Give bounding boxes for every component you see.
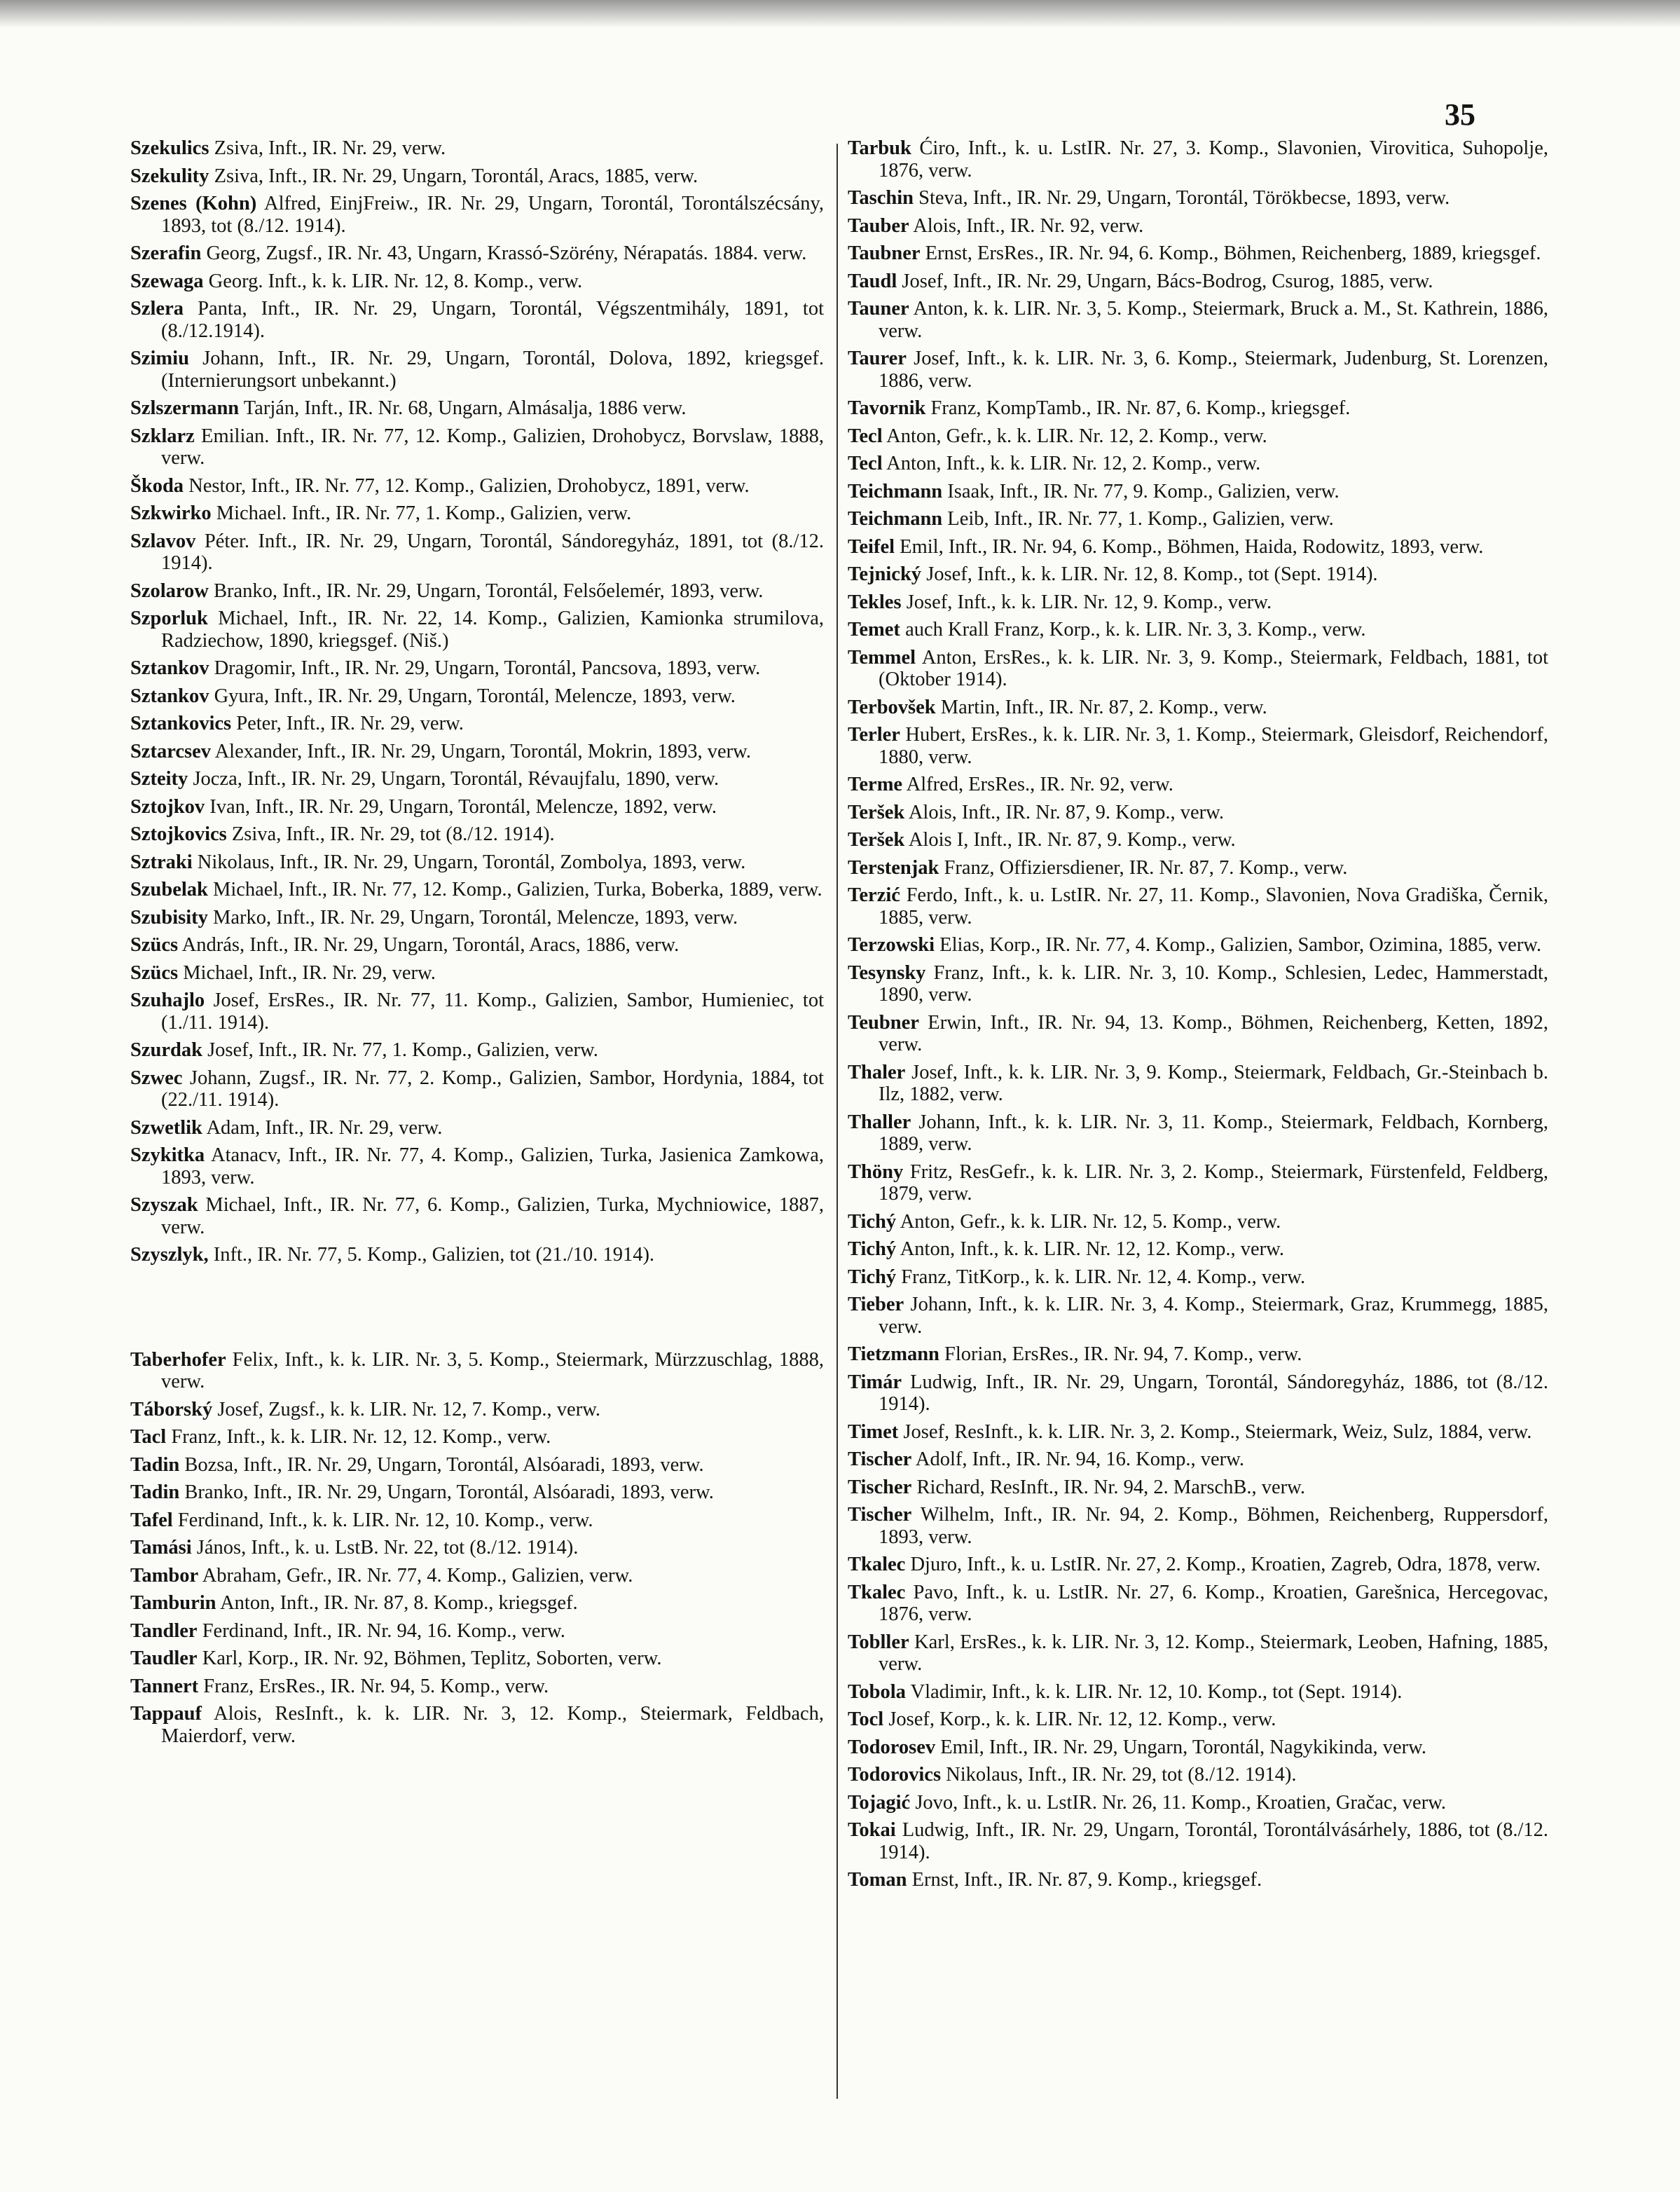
entry-details: Josef, Inft., k. k. LIR. Nr. 3, 6. Komp., Steiermark, Judenburg, St. Lorenzen, 1886, verw. [879,348,1548,392]
entry-details: Peter, Inft., IR. Nr. 29, verw. [231,713,464,734]
section-gap [130,1272,824,1349]
entry-details: Hubert, ErsRes., k. k. LIR. Nr. 3, 1. Komp., Steiermark, Gleisdorf, Reichendorf, 1880, verw. [879,724,1548,768]
register-entry [848,884,1548,929]
entry-surname: Szlera [130,298,184,320]
register-entry [130,580,824,603]
register-entry [130,1067,824,1111]
register-entry [848,1792,1548,1814]
entry-surname: Tischer [848,1448,912,1470]
t-entries [130,1349,824,1748]
entry-details: Zsiva, Inft., IR. Nr. 29, verw. [209,137,446,159]
entry-surname: Terzić [848,884,900,906]
entry-details: Johann, Inft., IR. Nr. 29, Ungarn, Torontál, Dolova, 1892, kriegsgef. (Internierungsort unbekannt.) [161,348,824,392]
entry-details: Franz, Offiziersdiener, IR. Nr. 87, 7. Komp., verw. [939,856,1348,879]
register-entry [130,1194,824,1238]
entry-details: Anton, Gefr., k. k. LIR. Nr. 12, 2. Komp., verw. [882,425,1267,447]
entry-details: Josef, Inft., k. k. LIR. Nr. 12, 9. Komp., verw. [901,591,1272,613]
entry-details: Alois I, Inft., IR. Nr. 87, 9. Komp., verw. [904,829,1236,851]
register-entry [130,1454,824,1477]
entry-details: Nikolaus, Inft., IR. Nr. 29, Ungarn, Torontál, Zombolya, 1893, verw. [192,851,746,873]
entry-details: Bozsa, Inft., IR. Nr. 29, Ungarn, Torontál, Alsóaradi, 1893, verw. [179,1453,704,1476]
register-entry [130,1481,824,1504]
entry-details: Karl, Korp., IR. Nr. 92, Böhmen, Teplitz, Soborten, verw. [197,1648,662,1669]
entry-details: Franz, TitKorp., k. k. LIR. Nr. 12, 4. Komp., verw. [896,1266,1306,1288]
entry-details: Anton, k. k. LIR. Nr. 3, 5. Komp., Steiermark, Bruck a. M., St. Kathrein, 1886, verw. [879,298,1548,342]
entry-details: Leib, Inft., IR. Nr. 77, 1. Komp., Galizien, verw. [942,508,1334,530]
register-entry [130,1620,824,1643]
entry-surname: Szklarz [130,425,195,447]
entry-details: Josef, Inft., IR. Nr. 77, 1. Komp., Galizien, verw. [202,1039,598,1061]
entry-surname: Terler [848,724,900,746]
register-entry [130,137,824,160]
register-entry [848,1012,1548,1056]
entry-surname: Toman [848,1869,907,1891]
page-number: 35 [1445,97,1475,132]
entry-surname: Taurer [848,348,907,369]
register-entry [130,298,824,342]
entry-surname: Tejnický [848,563,922,585]
entry-surname: Szücs [130,934,179,956]
entry-surname: Taudl [848,270,897,292]
entry-details: Emil, Inft., IR. Nr. 29, Ungarn, Torontál, Nagykikinda, verw. [935,1736,1427,1758]
entry-details: Ludwig, Inft., IR. Nr. 29, Ungarn, Torontál, Torontálvásárhely, 1886, tot (8./12. 1914). [879,1819,1548,1863]
register-entry [848,215,1548,238]
entry-surname: Sztojkovics [130,823,227,845]
register-entry [848,536,1548,559]
entry-details: Abraham, Gefr., IR. Nr. 77, 4. Komp., Galizien, verw. [198,1564,633,1587]
register-entry [848,1238,1548,1261]
register-entry [130,1399,824,1421]
entry-surname: Tojagić [848,1791,911,1814]
entry-surname: Tischer [848,1504,912,1526]
entry-surname: Tauner [848,298,909,320]
entry-details: Anton, Gefr., k. k. LIR. Nr. 12, 5. Komp., verw. [896,1210,1281,1233]
entry-details: Florian, ErsRes., IR. Nr. 94, 7. Komp., verw. [939,1343,1302,1365]
register-entry [130,348,824,392]
entry-surname: Szlavov [130,530,196,552]
entry-details: Alois, Inft., IR. Nr. 87, 9. Komp., verw. [904,801,1225,823]
entry-details: Fritz, ResGefr., k. k. LIR. Nr. 3, 2. Komp., Steiermark, Fürstenfeld, Feldberg, 1879, verw. [879,1160,1548,1205]
entry-surname: Szurdak [130,1039,202,1061]
entry-details: Josef, Inft., k. k. LIR. Nr. 3, 9. Komp., Steiermark, Feldbach, Gr.-Steinbach b. Ilz, 1882, verw. [879,1061,1548,1105]
entry-surname: Tandler [130,1619,198,1642]
entry-surname: Taubner [848,242,921,264]
register-entry [130,475,824,498]
entry-surname: Szubelak [130,879,208,900]
entry-surname: Szyszak [130,1194,198,1216]
entry-details: Péter. Inft., IR. Nr. 29, Ungarn, Torontál, Sándoregyház, 1891, tot (8./12. 1914). [161,530,824,574]
entry-surname: Timet [848,1420,899,1443]
register-entry [130,1676,824,1698]
entry-surname: Timár [848,1371,902,1393]
entry-surname: Tkalec [848,1581,906,1603]
entry-details: Franz, Inft., k. k. LIR. Nr. 3, 10. Komp., Schlesien, Ledec, Hammerstadt, 1890, verw. [879,961,1548,1006]
register-entry [848,1062,1548,1106]
entry-details: Alois, ResInft., k. k. LIR. Nr. 3, 12. Komp., Steiermark, Feldbach, Maierdorf, verw. [161,1703,824,1747]
entry-surname: Tkalec [848,1554,906,1575]
register-entry [130,270,824,293]
scan-top-edge [0,0,1680,28]
register-entry [848,397,1548,420]
register-entry [130,823,824,846]
entry-details: Michael, Inft., IR. Nr. 29, verw. [178,961,436,984]
entry-surname: Szporluk [130,608,208,629]
entry-details: Erwin, Inft., IR. Nr. 94, 13. Komp., Böhmen, Reichenberg, Ketten, 1892, verw. [879,1011,1548,1055]
entry-details: Panta, Inft., IR. Nr. 29, Ungarn, Torontál, Végszentmihály, 1891, tot (8./12.1914). [161,298,824,342]
register-entry [130,1648,824,1670]
register-entry [130,502,824,525]
register-entry [848,1421,1548,1444]
s-entries [130,137,824,1266]
entry-details: Johann, Inft., k. k. LIR. Nr. 3, 4. Komp., Steiermark, Graz, Krummegg, 1885, verw. [879,1294,1548,1338]
register-entry [848,425,1548,448]
register-entry [130,907,824,929]
entry-surname: Tokai [848,1819,896,1841]
entry-details: Johann, Inft., k. k. LIR. Nr. 3, 11. Komp., Steiermark, Feldbach, Kornberg, 1889, verw. [879,1111,1548,1155]
entry-surname: Szekulics [130,137,209,159]
entry-details: Alfred, ErsRes., IR. Nr. 92, verw. [902,774,1173,795]
register-entry [848,1582,1548,1626]
entry-surname: Szyszlyk, [130,1244,209,1266]
entry-surname: Szlszermann [130,397,240,419]
register-entry [848,270,1548,293]
entry-details: János, Inft., k. u. LstB. Nr. 22, tot (8./12. 1914). [191,1537,579,1559]
entry-surname: Szubisity [130,906,208,929]
entry-surname: Teršek [848,801,905,823]
entry-details: Ernst, Inft., IR. Nr. 87, 9. Komp., kriegsgef. [907,1869,1262,1891]
entry-surname: Todorosev [848,1736,936,1758]
register-entry [130,1565,824,1587]
register-entry [848,187,1548,210]
register-entry [130,1039,824,1062]
register-entry [130,193,824,237]
entry-details: Isaak, Inft., IR. Nr. 77, 9. Komp., Galizien, verw. [942,480,1340,502]
entry-details: Branko, Inft., IR. Nr. 29, Ungarn, Torontál, Alsóaradi, 1893, verw. [179,1481,714,1503]
register-entry [130,934,824,957]
entry-details: Elias, Korp., IR. Nr. 77, 4. Komp., Galizien, Sambor, Ozimina, 1885, verw. [935,934,1542,956]
entry-surname: Szimiu [130,348,189,369]
right-column [848,137,1548,1897]
register-entry [848,137,1548,181]
left-column [130,137,824,1753]
entry-surname: Tietzmann [848,1343,939,1365]
entry-details: Atanacv, Inft., IR. Nr. 77, 4. Komp., Galizien, Turka, Jasienica Zamkowa, 1893, verw. [161,1144,824,1189]
entry-surname: Szewaga [130,270,204,292]
entry-details: Anton, Inft., IR. Nr. 87, 8. Komp., kriegsgef. [216,1592,578,1614]
entry-surname: Sztankov [130,685,209,707]
entry-surname: Tecl [848,425,883,447]
entry-details: Branko, Inft., IR. Nr. 29, Ungarn, Torontál, Felsőelemér, 1893, verw. [208,580,764,602]
entry-surname: Tichý [848,1238,897,1260]
register-entry [848,1631,1548,1676]
entry-surname: Tesynsky [848,961,926,984]
entry-surname: Tauber [848,214,909,237]
register-entry [848,619,1548,641]
entry-details: Franz, Inft., k. k. LIR. Nr. 12, 12. Komp., verw. [166,1426,551,1448]
entry-surname: Terstenjak [848,856,939,879]
entry-surname: Tacl [130,1426,167,1448]
register-entry [130,962,824,985]
entry-details: Josef, ResInft., k. k. LIR. Nr. 3, 2. Komp., Steiermark, Weiz, Sulz, 1884, verw. [898,1420,1532,1443]
entry-details: Josef, Korp., k. k. LIR. Nr. 12, 12. Komp., verw. [883,1708,1276,1730]
entry-details: Georg. Inft., k. k. LIR. Nr. 12, 8. Komp., verw. [203,270,583,292]
entry-surname: Tavornik [848,397,926,419]
entry-surname: Szolarow [130,580,209,602]
entry-details: Marko, Inft., IR. Nr. 29, Ungarn, Torontál, Melencze, 1893, verw. [207,906,738,929]
entry-details: Nikolaus, Inft., IR. Nr. 29, tot (8./12. 1914). [941,1764,1297,1786]
entry-details: András, Inft., IR. Nr. 29, Ungarn, Torontál, Aracs, 1886, verw. [178,934,680,956]
register-entry [848,774,1548,796]
register-entry [130,1144,824,1189]
entry-details: Ferdo, Inft., k. u. LstIR. Nr. 27, 11. Komp., Slavonien, Nova Gradiška, Černik, 1885, verw. [879,884,1548,929]
register-entry [130,1537,824,1559]
entry-details: Jovo, Inft., k. u. LstIR. Nr. 26, 11. Komp., Kroatien, Gračac, verw. [910,1791,1447,1814]
register-entry [848,697,1548,719]
entry-details: Alfred, EinjFreiw., IR. Nr. 29, Ungarn, Torontál, Torontálszécsány, 1893, tot (8./12. 1914). [161,193,825,237]
entry-surname: Škoda [130,474,184,497]
entry-surname: Teichmann [848,480,943,502]
entry-details: Gyura, Inft., IR. Nr. 29, Ungarn, Torontál, Melencze, 1893, verw. [209,685,736,707]
register-entry [130,530,824,575]
entry-details: Ferdinand, Inft., k. k. LIR. Nr. 12, 10. Komp., verw. [172,1509,593,1531]
entry-surname: Szekulity [130,165,209,187]
entry-surname: Tadin [130,1453,180,1476]
entry-surname: Temmel [848,646,916,669]
entry-details: Djuro, Inft., k. u. LstIR. Nr. 27, 2. Komp., Kroatien, Zagreb, Odra, 1878, verw. [905,1554,1541,1575]
register-entry [848,1681,1548,1704]
entry-surname: Szerafin [130,242,202,264]
entry-surname: Terbovšek [848,696,936,718]
register-entry [848,1504,1548,1548]
entry-details: Franz, ErsRes., IR. Nr. 94, 5. Komp., verw. [198,1675,549,1697]
register-entry [130,1349,824,1393]
entry-details: Steva, Inft., IR. Nr. 29, Ungarn, Torontál, Törökbecse, 1893, verw. [914,187,1450,209]
register-entry [130,879,824,901]
entry-details: Adam, Inft., IR. Nr. 29, verw. [202,1116,443,1139]
entry-details: Tarján, Inft., IR. Nr. 68, Ungarn, Almásalja, 1886 verw. [239,397,687,419]
entry-details: Zsiva, Inft., IR. Nr. 29, tot (8./12. 1914). [226,823,555,845]
entry-details: Alois, Inft., IR. Nr. 92, verw. [909,214,1144,237]
register-entry [130,1117,824,1139]
entry-details: Zsiva, Inft., IR. Nr. 29, Ungarn, Torontál, Aracs, 1885, verw. [209,165,698,187]
entry-surname: Teršek [848,829,905,851]
register-entry [848,934,1548,957]
entry-details: Josef, Zugsf., k. k. LIR. Nr. 12, 7. Komp., verw. [212,1398,601,1420]
register-entry [130,741,824,763]
entry-surname: Terzowski [848,934,935,956]
entry-details: Nestor, Inft., IR. Nr. 77, 12. Komp., Galizien, Drohobycz, 1891, verw. [184,474,750,497]
register-entry [130,608,824,652]
entry-surname: Szücs [130,961,179,984]
entry-surname: Sztraki [130,851,193,873]
register-entry [848,1343,1548,1366]
register-entry [848,508,1548,530]
entry-details: Anton, ErsRes., k. k. LIR. Nr. 3, 9. Komp., Steiermark, Feldbach, 1881, tot (Oktober 1914). [879,646,1548,690]
entry-details: Ernst, ErsRes., IR. Nr. 94, 6. Komp., Böhmen, Reichenberg, 1889, kriegsgef. [920,242,1541,264]
entry-surname: Terme [848,774,903,795]
entry-details: Inft., IR. Nr. 77, 5. Komp., Galizien, tot (21./10. 1914). [208,1244,655,1266]
entry-details: Richard, ResInft., IR. Nr. 94, 2. MarschB., verw. [911,1476,1306,1498]
register-entry [130,1592,824,1615]
register-entry [848,348,1548,392]
entry-surname: Tarbuk [848,137,911,159]
entry-details: Josef, Inft., k. k. LIR. Nr. 12, 8. Komp., tot (Sept. 1914). [921,563,1378,585]
entry-surname: Táborský [130,1398,213,1420]
entry-surname: Szwetlik [130,1116,202,1139]
entry-surname: Teichmann [848,508,943,530]
register-entry [130,1426,824,1448]
register-entry [130,397,824,420]
entry-surname: Taudler [130,1648,198,1669]
entry-surname: Taschin [848,187,914,209]
entry-details: Alexander, Inft., IR. Nr. 29, Ungarn, Torontál, Mokrin, 1893, verw. [211,740,752,762]
entry-surname: Tambor [130,1564,199,1587]
entry-details: Ferdinand, Inft., IR. Nr. 94, 16. Komp., verw. [197,1619,565,1642]
entry-surname: Szwec [130,1067,183,1089]
entry-details: Anton, Inft., k. k. LIR. Nr. 12, 12. Komp., verw. [896,1238,1285,1260]
entry-details: Karl, ErsRes., k. k. LIR. Nr. 3, 12. Komp., Steiermark, Leoben, Hafning, 1885, verw. [879,1631,1548,1675]
entry-details: Vladimir, Inft., k. k. LIR. Nr. 12, 10. Komp., tot (Sept. 1914). [905,1680,1403,1703]
entry-details: Michael, Inft., IR. Nr. 22, 14. Komp., Galizien, Kamionka strumilova, Radziechow, 1890, kriegsgef. (Niš.) [161,608,824,652]
entry-surname: Szteity [130,768,188,790]
register-entry [848,1737,1548,1759]
entry-surname: Tafel [130,1509,173,1531]
register-entry [848,1211,1548,1233]
entry-details: Pavo, Inft., k. u. LstIR. Nr. 27, 6. Komp., Kroatien, Garešnica, Hercegovac, 1876, verw. [879,1581,1548,1625]
register-entry [848,1708,1548,1731]
entry-surname: Szenes (Kohn) [130,193,257,214]
entry-surname: Thaler [848,1061,906,1083]
entry-details: Wilhelm, Inft., IR. Nr. 94, 2. Komp., Böhmen, Reichenberg, Ruppersdorf, 1893, verw. [879,1504,1548,1548]
entry-surname: Tappauf [130,1703,202,1725]
entry-surname: Tocl [848,1708,884,1730]
register-entry [130,989,824,1034]
entry-surname: Tischer [848,1476,912,1498]
register-entry [130,713,824,735]
register-entry [130,242,824,265]
entry-details: Michael. Inft., IR. Nr. 77, 1. Komp., Galizien, verw. [211,502,632,524]
entry-surname: Tieber [848,1294,904,1315]
entry-surname: Szuhajlo [130,989,205,1011]
entry-surname: Tannert [130,1675,199,1697]
register-entry [848,298,1548,342]
register-entry [848,724,1548,768]
entry-details: Josef, Inft., IR. Nr. 29, Ungarn, Bács-Bodrog, Csurog, 1885, verw. [897,270,1433,292]
register-entry [848,563,1548,586]
entry-details: Georg, Zugsf., IR. Nr. 43, Ungarn, Krassó-Szörény, Nérapatás. 1884. verw. [201,242,807,264]
entry-surname: Tichý [848,1266,897,1288]
entry-surname: Tichý [848,1210,897,1233]
entry-details: Johann, Zugsf., IR. Nr. 77, 2. Komp., Galizien, Sambor, Hordynia, 1884, tot (22./11. 1914). [161,1067,824,1111]
register-entry [848,1111,1548,1156]
entry-surname: Sztankovics [130,713,232,734]
entry-surname: Tadin [130,1481,180,1503]
entry-surname: Thaller [848,1111,911,1133]
register-entry [130,657,824,680]
register-entry [848,802,1548,824]
register-entry [848,453,1548,475]
entry-surname: Thöny [848,1160,904,1183]
register-entry [848,1869,1548,1891]
entry-surname: Szkwirko [130,502,212,524]
entry-details: Emilian. Inft., IR. Nr. 77, 12. Komp., Galizien, Drohobycz, Borvslaw, 1888, verw. [161,425,824,469]
register-entry [848,242,1548,265]
entry-surname: Sztojkov [130,795,205,818]
entry-details: Adolf, Inft., IR. Nr. 94, 16. Komp., verw. [911,1448,1245,1470]
t-entries-right [848,137,1548,1891]
entry-details: Ćiro, Inft., k. u. LstIR. Nr. 27, 3. Komp., Slavonien, Virovitica, Suhopolje, 1876, verw. [879,137,1548,181]
register-entry [848,1161,1548,1205]
entry-surname: Tekles [848,591,902,613]
entry-surname: Szykitka [130,1144,205,1166]
register-entry [130,796,824,818]
register-entry [130,851,824,874]
register-entry [848,1371,1548,1416]
entry-details: Michael, Inft., IR. Nr. 77, 6. Komp., Galizien, Turka, Mychniowice, 1887, verw. [161,1194,824,1238]
entry-details: Dragomir, Inft., IR. Nr. 29, Ungarn, Torontál, Pancsova, 1893, verw. [209,657,761,679]
entry-surname: Todorovics [848,1764,942,1786]
register-entry [848,1477,1548,1499]
register-entry [848,962,1548,1006]
entry-surname: Tecl [848,453,883,474]
register-entry [130,1244,824,1266]
register-entry [130,1509,824,1532]
register-entry [130,768,824,790]
entry-surname: Teifel [848,535,895,558]
entry-surname: Teubner [848,1011,919,1034]
entry-details: auch Krall Franz, Korp., k. k. LIR. Nr. 3, 3. Komp., verw. [900,619,1366,641]
entry-surname: Tobola [848,1680,906,1703]
entry-surname: Taberhofer [130,1348,226,1371]
register-entry [848,481,1548,503]
register-entry [130,685,824,708]
entry-details: Martin, Inft., IR. Nr. 87, 2. Komp., verw. [935,696,1267,718]
register-entry [848,1764,1548,1786]
entry-surname: Tobller [848,1631,909,1653]
register-entry [130,165,824,188]
register-entry [848,829,1548,851]
register-entry [848,647,1548,691]
register-entry [848,1266,1548,1289]
entry-details: Ludwig, Inft., IR. Nr. 29, Ungarn, Torontál, Sándoregyház, 1886, tot (8./12. 1914). [879,1371,1548,1415]
register-entry [848,1819,1548,1863]
register-entry [848,857,1548,879]
entry-surname: Tamási [130,1537,192,1559]
register-entry [848,1294,1548,1338]
entry-surname: Temet [848,619,900,641]
entry-details: Emil, Inft., IR. Nr. 94, 6. Komp., Böhmen, Haida, Rodowitz, 1893, verw. [895,535,1484,558]
entry-surname: Sztarcsev [130,740,212,762]
register-entry [848,591,1548,614]
entry-details: Josef, ErsRes., IR. Nr. 77, 11. Komp., Galizien, Sambor, Humieniec, tot (1./11. 1914). [161,989,824,1034]
entry-surname: Tamburin [130,1592,216,1614]
register-entry [848,1448,1548,1471]
entry-details: Franz, KompTamb., IR. Nr. 87, 6. Komp., kriegsgef. [925,397,1351,419]
register-entry [130,425,824,470]
column-divider [836,144,838,2099]
entry-details: Michael, Inft., IR. Nr. 77, 12. Komp., Galizien, Turka, Boberka, 1889, verw. [207,879,822,900]
entry-details: Anton, Inft., k. k. LIR. Nr. 12, 2. Komp., verw. [882,453,1261,474]
entry-details: Ivan, Inft., IR. Nr. 29, Ungarn, Torontál, Melencze, 1892, verw. [205,795,717,818]
register-entry [848,1554,1548,1576]
register-entry [130,1703,824,1747]
entry-details: Jocza, Inft., IR. Nr. 29, Ungarn, Torontál, Révaujfalu, 1890, verw. [188,768,719,790]
entry-details: Felix, Inft., k. k. LIR. Nr. 3, 5. Komp., Steiermark, Mürzzuschlag, 1888, verw. [161,1348,824,1392]
entry-surname: Sztankov [130,657,209,679]
